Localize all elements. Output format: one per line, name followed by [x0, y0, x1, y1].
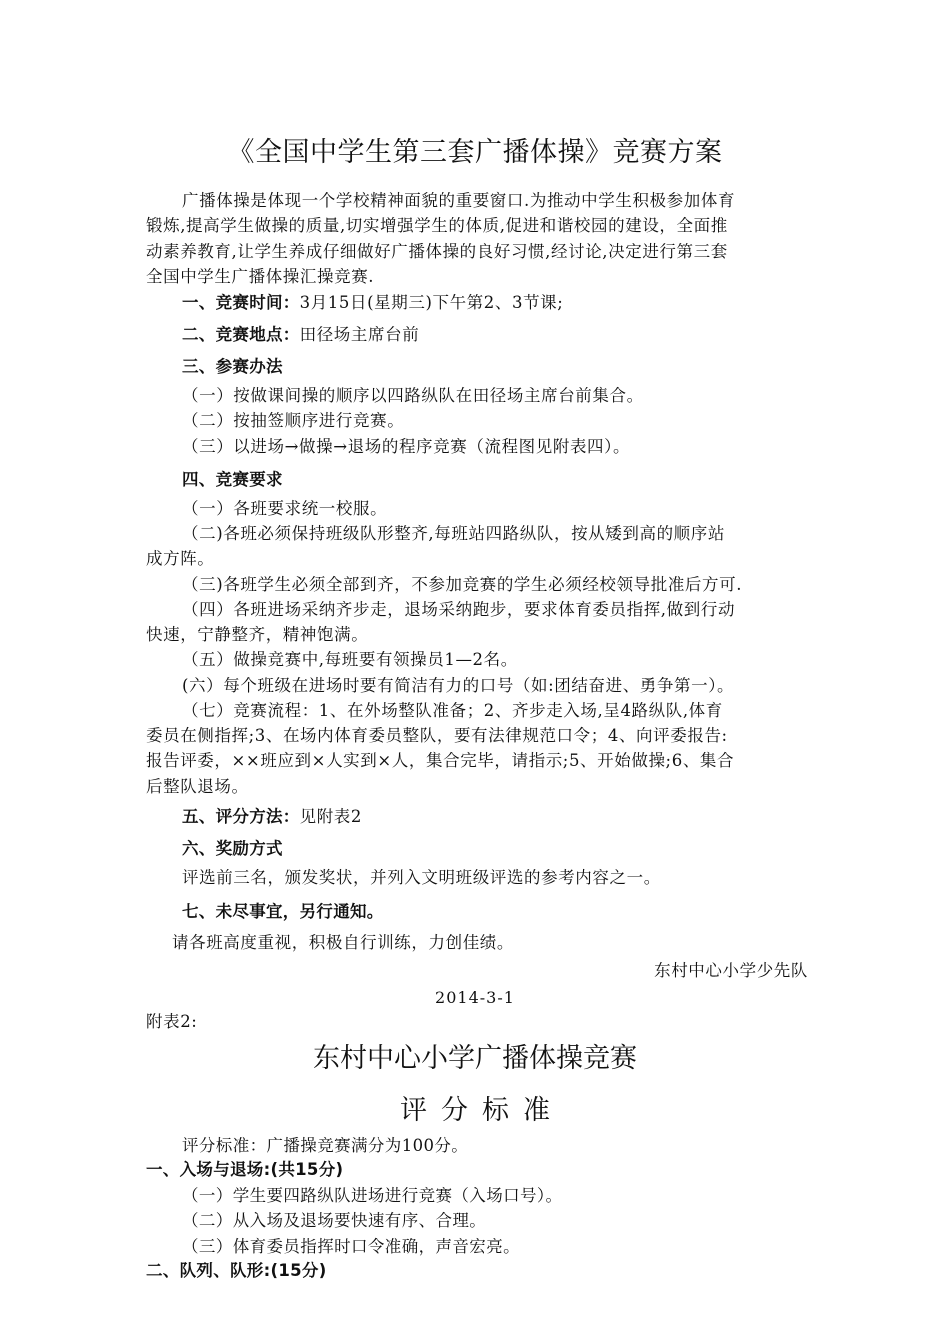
section-text: 3月15日(星期三)下午第2、3节课; — [299, 293, 564, 312]
list-item: （一）学生要四路纵队进场进行竞赛（入场口号）。 — [182, 1186, 563, 1205]
intro-line: 锻炼,提高学生做操的质量,切实增强学生的体质,促进和谐校园的建设，全面推 — [146, 216, 728, 235]
closing-text: 请各班高度重视，积极自行训练，力创佳绩。 — [172, 933, 514, 952]
list-item: (六）每个班级在进场时要有简洁有力的口号（如:团结奋进、勇争第一）。 — [182, 676, 735, 695]
section-heading: 一、入场与退场:(共15分) — [146, 1160, 344, 1179]
intro-line: 全国中学生广播体操汇操竞赛. — [146, 267, 375, 286]
appendix-label: 附表2: — [146, 1012, 198, 1031]
section-text: 田径场主席台前 — [299, 325, 420, 344]
score-intro: 评分标准：广播操竞赛满分为100分。 — [182, 1136, 469, 1155]
section-scoring — [182, 807, 362, 827]
list-item: （二)各班必须保持班级队形整齐,每班站四路纵队，按从矮到高的顺序站 — [182, 524, 725, 543]
appendix-subtitle: 评分标准 — [400, 1095, 564, 1126]
section-heading: 二、队列、队形:(15分) — [146, 1261, 327, 1280]
list-item: 委员在侧指挥;3、在场内体育委员整队，要有法律规范口令；4、向评委报告: — [146, 726, 728, 745]
list-item: （三）以进场→做操→退场的程序竞赛（流程图见附表四）。 — [182, 437, 631, 456]
list-item: 快速，宁静整齐，精神饱满。 — [146, 625, 369, 644]
list-item: （一）各班要求统一校服。 — [182, 499, 388, 518]
list-item: （二）从入场及退场要快速有序、合理。 — [182, 1211, 487, 1230]
list-item: （三）体育委员指挥时口令准确，声音宏亮。 — [182, 1237, 520, 1256]
section-location — [182, 325, 419, 345]
list-item: （一）按做课间操的顺序以四路纵队在田径场主席台前集合。 — [182, 386, 644, 405]
appendix-title: 东村中心小学广播体操竞赛 — [313, 1043, 637, 1074]
list-item: （三)各班学生必须全部到齐，不参加竞赛的学生必须经校领导批准后方可. — [182, 575, 743, 594]
intro-line: 广播体操是体现一个学校精神面貌的重要窗口.为推动中学生积极参加体育 — [182, 191, 736, 210]
section-heading: 一、竞赛时间： — [182, 293, 300, 312]
intro-line: 动素养教育,让学生养成仔细做好广播体操的良好习惯,经讨论,决定进行第三套 — [146, 242, 728, 261]
section-text: 评选前三名，颁发奖状，并列入文明班级评选的参考内容之一。 — [182, 868, 661, 887]
section-heading: 二、竞赛地点： — [182, 325, 300, 344]
section-heading: 七、未尽事宜，另行通知。 — [182, 902, 384, 921]
section-heading: 四、竞赛要求 — [182, 470, 283, 489]
section-heading: 三、参赛办法 — [182, 357, 283, 376]
date: 2014-3-1 — [435, 988, 515, 1007]
section-heading: 五、评分方法： — [182, 807, 300, 826]
page-title: 《全国中学生第三套广播体操》竞赛方案 — [227, 137, 723, 168]
section-text: 见附表2 — [299, 807, 363, 826]
list-item: （五）做操竞赛中,每班要有领操员1—2名。 — [182, 650, 518, 669]
signature: 东村中心小学少先队 — [654, 961, 808, 980]
list-item: （七）竞赛流程：1、在外场整队准备；2、齐步走入场,呈4路纵队,体育 — [182, 701, 723, 720]
list-item: （四）各班进场采纳齐步走，退场采纳跑步，要求体育委员指挥,做到行动 — [182, 600, 736, 619]
section-heading: 六、奖励方式 — [182, 839, 283, 858]
section-time — [182, 293, 563, 313]
list-item: 后整队退场。 — [146, 777, 249, 796]
list-item: 成方阵。 — [146, 549, 215, 568]
list-item: （二）按抽签顺序进行竞赛。 — [182, 411, 405, 430]
list-item: 报告评委，××班应到×人实到×人，集合完毕，请指示;5、开始做操;6、集合 — [146, 751, 735, 770]
